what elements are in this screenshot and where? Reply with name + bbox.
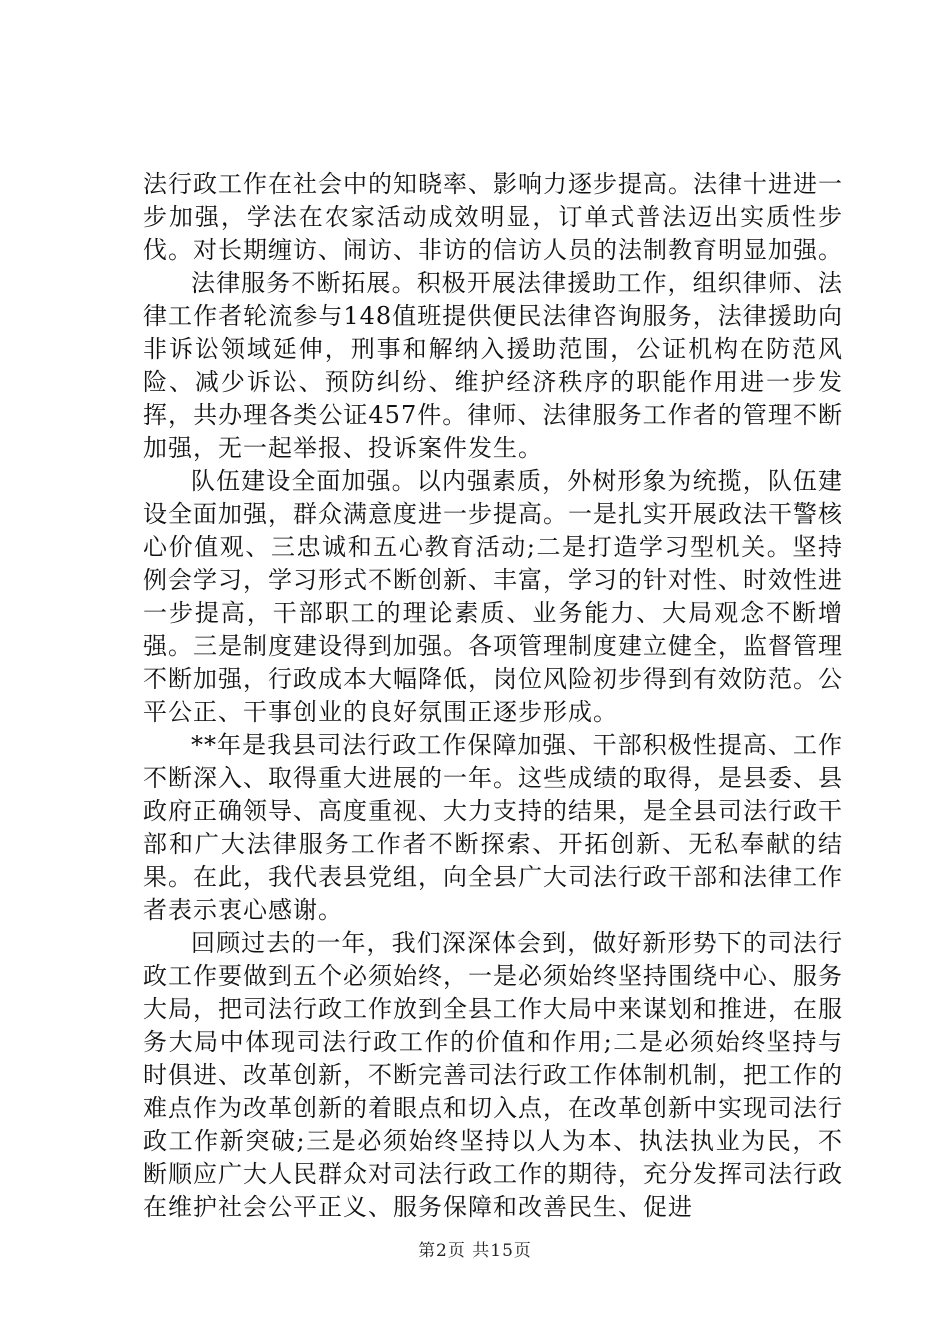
page-footer: 第2页 共15页 xyxy=(418,1241,532,1261)
paragraph-5: 回顾过去的一年，我们深深体会到，做好新形势下的司法行政工作要做到五个必须始终，一是必须始终坚持围绕中心、服务大局，把司法行政工作放到全县工作大局中来谋划和推进，在服务大局中体现司法行政工作的价值和作用;二是必须始终坚持与时俱进、改革创新，不断完善司法行政工作体制机制，把工作的难点作为改革创新的着眼点和切入点，在改革创新中实现司法行政工作新突破;三是必须始终坚持以人为本、执法执业为民，不断顺应广大人民群众对司法行政工作的期待，充分发挥司法行政在维护社会公平正义、服务保障和改善民生、促进 xyxy=(143,929,843,1221)
document-body xyxy=(143,168,843,1224)
paragraph-4: **年是我县司法行政工作保障加强、干部积极性提高、工作不断深入、取得重大进展的一年。这些成绩的取得，是县委、县政府正确领导、高度重视、大力支持的结果，是全县司法行政干部和广大法律服务工作者不断探索、开拓创新、无私奉献的结果。在此，我代表县党组，向全县广大司法行政干部和法律工作者表示衷心感谢。 xyxy=(143,731,843,924)
paragraph-1: 法行政工作在社会中的知晓率、影响力逐步提高。法律十进进一步加强，学法在农家活动成效明显，订单式普法迈出实质性步伐。对长期缠访、闹访、非访的信访人员的法制教育明显加强。 xyxy=(143,170,843,264)
paragraph-3: 队伍建设全面加强。以内强素质，外树形象为统揽，队伍建设全面加强，群众满意度进一步提高。一是扎实开展政法干警核心价值观、三忠诚和五心教育活动;二是打造学习型机关。坚持例会学习，学习形式不断创新、丰富，学习的针对性、时效性进一步提高，干部职工的理论素质、业务能力、大局观念不断增强。三是制度建设得到加强。各项管理制度建立健全，监督管理不断加强，行政成本大幅降低，岗位风险初步得到有效防范。公平公正、干事创业的良好氛围正逐步形成。 xyxy=(143,467,843,726)
paragraph-2: 法律服务不断拓展。积极开展法律援助工作，组织律师、法律工作者轮流参与148值班提供便民法律咨询服务，法律援助向非诉讼领域延伸，刑事和解纳入援助范围，公证机构在防范风险、减少诉讼、预防纠纷、维护经济秩序的职能作用进一步发挥，共办理各类公证457件。律师、法律服务工作者的管理不断加强，无一起举报、投诉案件发生。 xyxy=(143,269,843,462)
